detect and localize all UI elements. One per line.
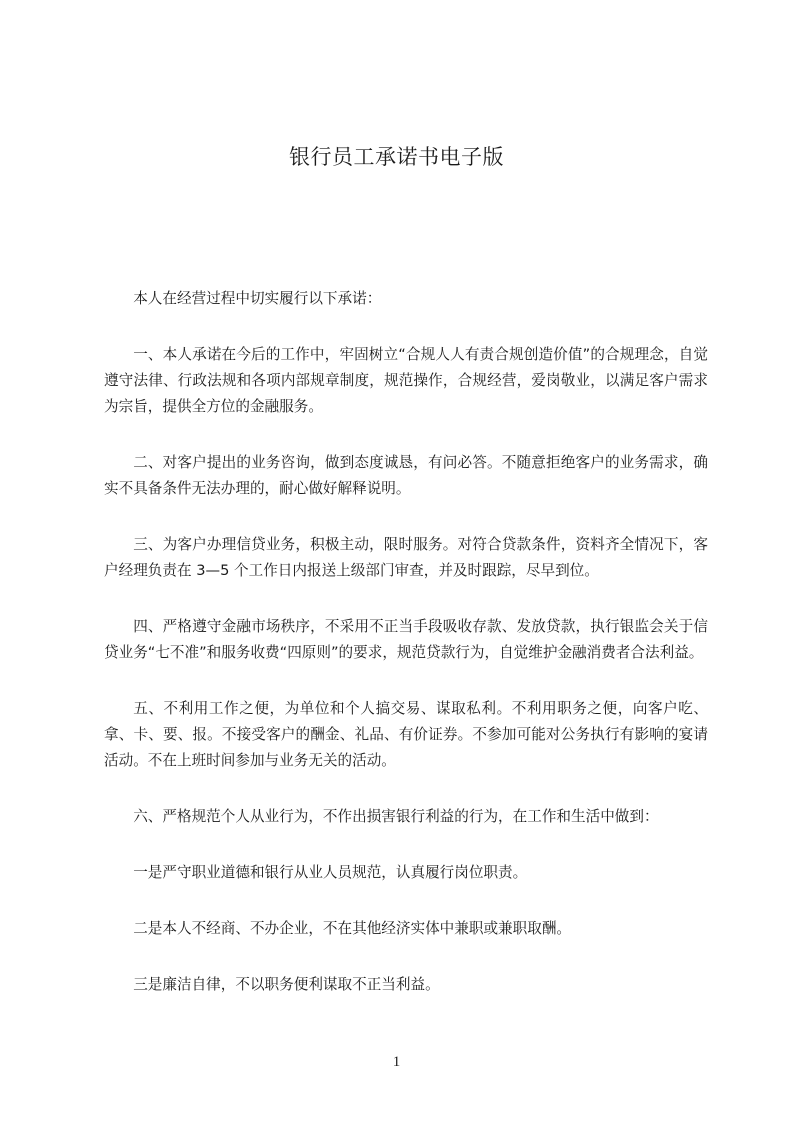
commitment-paragraph-1: 一、本人承诺在今后的工作中，牢固树立“合规人人有责合规创造价值”的合规理念，自觉遵守法律、行政法规和各项内部规章制度，规范操作，合规经营，爱岗敬业，以满足客户需求为宗旨，提供全方位的金融服务。 xyxy=(104,346,708,415)
commitment-paragraph-3: 三、为客户办理信贷业务，积极主动，限时服务。对符合贷款条件，资料齐全情况下，客户经理负责在 3—5 个工作日内报送上级部门审查，并及时跟踪，尽早到位。 xyxy=(104,536,708,579)
sub-item-3: 三是廉洁自律，不以职务便利谋取不正当利益。 xyxy=(133,976,440,993)
commitment-paragraph-2: 二、对客户提出的业务咨询，做到态度诚恳，有问必答。不随意拒绝客户的业务需求，确实不具备条件无法办理的，耐心做好解释说明。 xyxy=(104,454,708,497)
commitment-paragraph-4: 四、严格遵守金融市场秩序，不采用不正当手段吸收存款、发放贷款，执行银监会关于信贷业务“七不准”和服务收费“四原则”的要求，规范贷款行为，自觉维护金融消费者合法利益。 xyxy=(104,618,708,661)
commitment-paragraph-5: 五、不利用工作之便，为单位和个人搞交易、谋取私利。不利用职务之便，向客户吃、拿、卡、要、报。不接受客户的酬金、礼品、有价证券。不参加可能对公务执行有影响的宴请活动。不在上班时间参加与业务无关的活动。 xyxy=(104,700,708,769)
document-body xyxy=(104,286,708,1028)
intro-paragraph: 本人在经营过程中切实履行以下承诺： xyxy=(133,290,382,307)
sub-item-2: 二是本人不经商、不办企业，不在其他经济实体中兼职或兼职取酬。 xyxy=(133,920,572,937)
document-title: 银行员工承诺书电子版 xyxy=(289,145,504,169)
page-number: 1 xyxy=(392,1054,401,1070)
commitment-paragraph-6: 六、严格规范个人从业行为，不作出损害银行利益的行为，在工作和生活中做到： xyxy=(133,808,659,825)
sub-item-1: 一是严守职业道德和银行从业人员规范，认真履行岗位职责。 xyxy=(133,864,528,881)
